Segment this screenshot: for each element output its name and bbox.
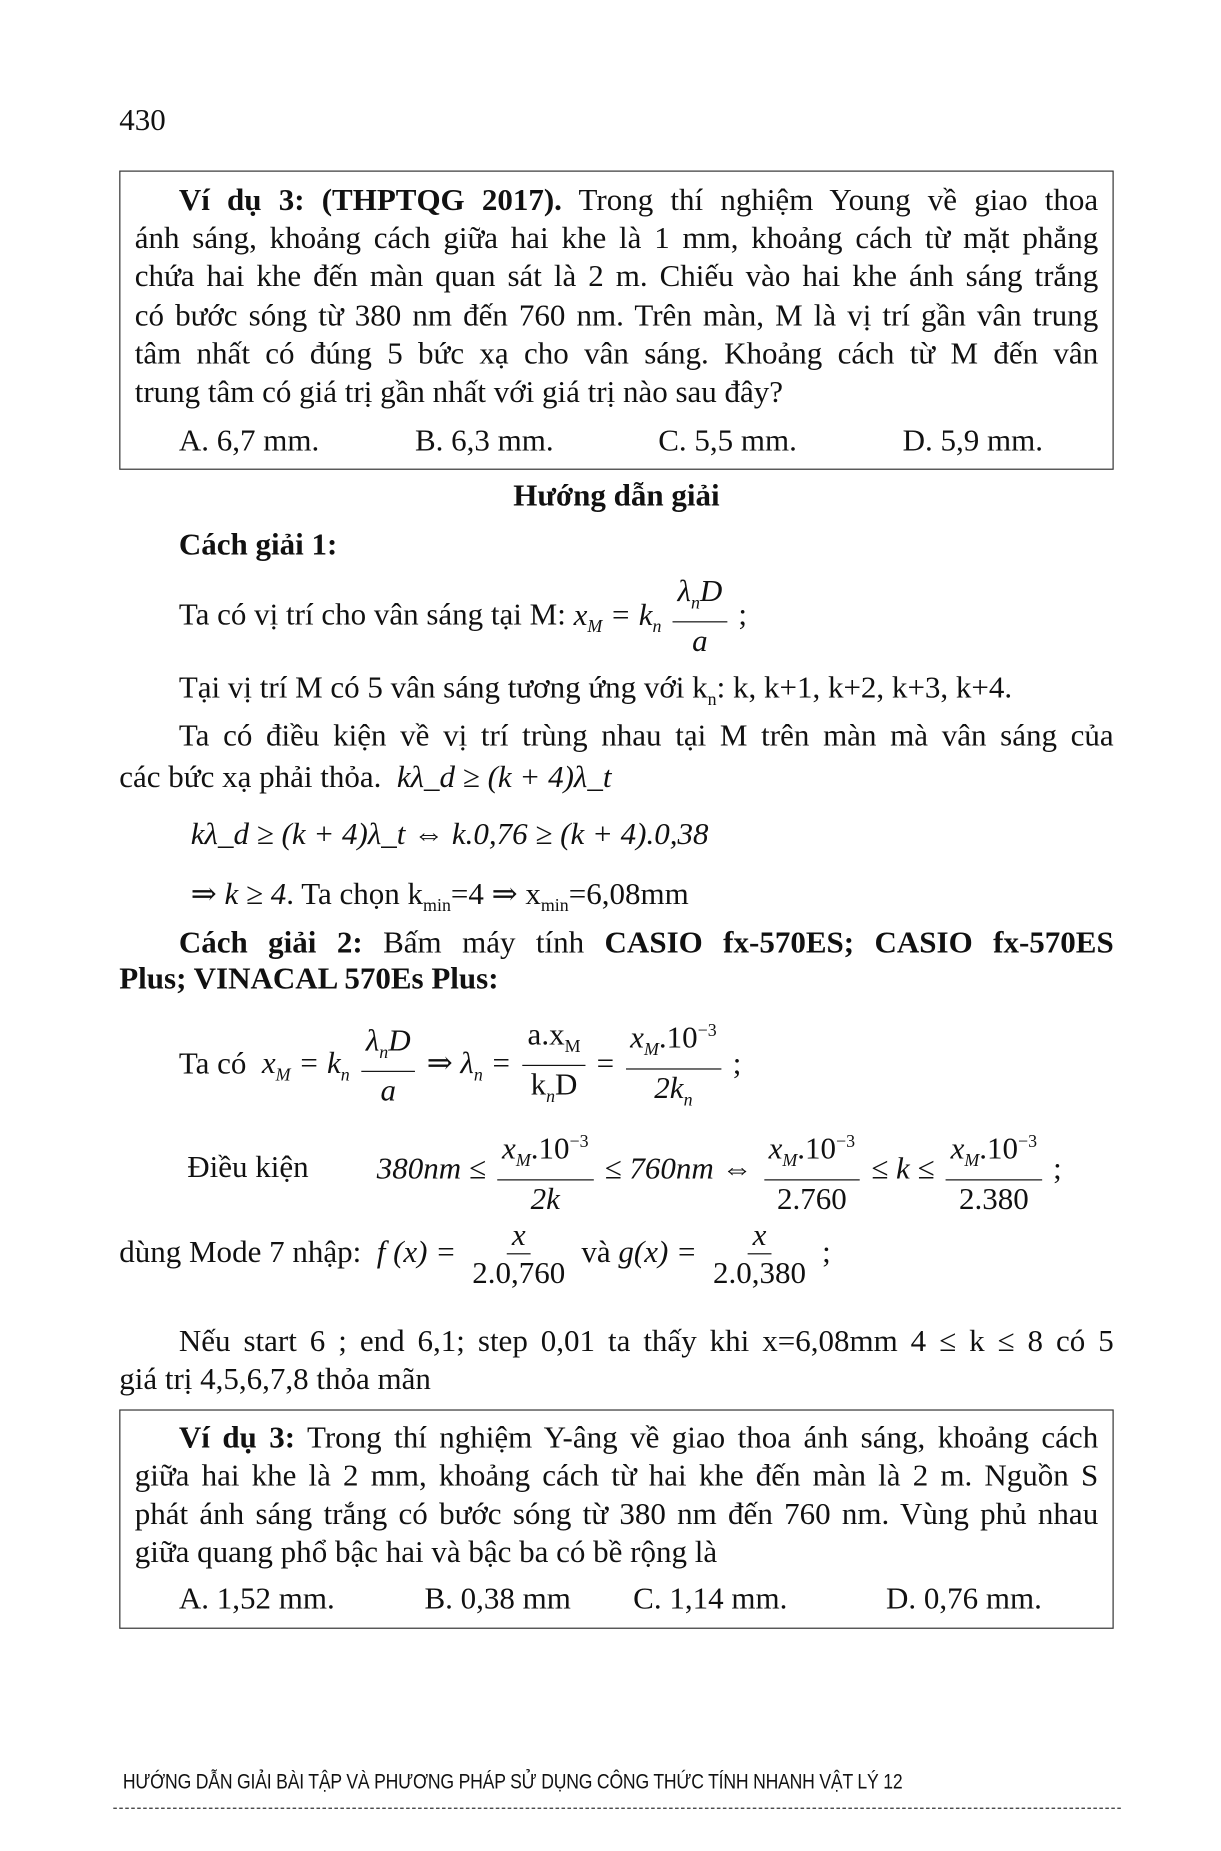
method-2-result-line-2: giá trị 4,5,6,7,8 thỏa mãn — [119, 1361, 431, 1397]
method-1-equation-1: Ta có vị trí cho vân sáng tại M: $x_M = k_n$ $\frac{\lambda_nD}{a}$ ; — [179, 574, 747, 661]
example-1-line: tâm nhất có đúng 5 bức xạ cho vân sáng. Khoảng cách từ M đến vân — [134, 336, 1099, 371]
example-2-line: giữa quang phổ bậc hai và bậc ba có bề rộng là — [134, 1534, 718, 1570]
solution-heading: Hướng dẫn giải — [513, 478, 720, 513]
option-c: C. 1,14 mm. — [633, 1581, 788, 1616]
example-2-line: Ví dụ 3: Trong thí nghiệm Y-âng về giao thoa ánh sáng, khoảng cách — [178, 1420, 1099, 1455]
option-d: D. 0,76 mm. — [885, 1581, 1042, 1616]
method-2-equation-1: Ta có $x_M = k_n$ $\frac{\lambda_nD}{a}$ ⇒ $\lambda_n$ = $\frac{a.x_M}{k_nD}$ = $\frac{x_M.10^{-3}}{2k_n}$ ; — [179, 1014, 742, 1120]
example-1-line: Ví dụ 3: (THPTQG 2017). Trong thí nghiệm Young về giao thoa — [178, 182, 1099, 218]
fraction: $\frac{\lambda_nD}{a}$ — [361, 1023, 415, 1110]
method-1-label: Cách giải 1: — [178, 527, 338, 562]
option-a: A. 1,52 mm. — [178, 1581, 335, 1616]
example-1-box — [119, 171, 1113, 470]
fraction: $\frac{x_M.10^{-3}}{2.760}$ — [764, 1124, 860, 1218]
method-1-line-2: Tại vị trí M có 5 vân sáng tương ứng với $k_n$: k, k+1, k+2, k+3, k+4. — [178, 670, 1013, 710]
example-1-label: Ví dụ 3: (THPTQG 2017). — [178, 182, 562, 218]
example-2-label: Ví dụ 3: — [178, 1420, 296, 1455]
method-2-mode-line: dùng Mode 7 nhập: f (x) = $\frac{x}{2.0,760}$ và g(x) = $\frac{x}{2.0,380}$ ; — [119, 1217, 831, 1292]
example-1-line: ánh sáng, khoảng cách giữa hai khe là 1 mm, khoảng cách từ mặt phẳng — [134, 220, 1099, 256]
method-1-line-3: Ta có điều kiện về vị trí trùng nhau tại M trên màn mà vân sáng của — [178, 717, 1114, 753]
fraction: $\frac{a.x_M}{k_nD}$ — [523, 1017, 585, 1116]
option-a: A. 6,7 mm. — [178, 423, 320, 458]
method-2-line-1: Cách giải 2: Bấm máy tính CASIO fx-570ES; CASIO fx-570ES — [178, 925, 1114, 960]
footer-divider — [113, 1808, 1121, 1809]
example-1-line: chứa hai khe đến màn quan sát là 2 m. Chiếu vào hai khe ánh sáng trắng — [134, 258, 1099, 294]
fraction: $\frac{x_M.10^{-3}}{2.380}$ — [946, 1124, 1042, 1218]
method-2-condition-label: Điều kiện — [187, 1149, 309, 1185]
condition-formula: kλ_d ≥ (k + 4)λ_t — [396, 759, 612, 795]
fraction: $\frac{x}{2.0,380}$ — [713, 1217, 807, 1291]
method-2-result-line-1: Nếu start 6 ; end 6,1; step 0,01 ta thấy khi x=6,08mm 4 ≤ k ≤ 8 có 5 — [178, 1323, 1114, 1359]
example-1-line: trung tâm có giá trị gần nhất với giá trị nào sau đây? — [134, 374, 784, 409]
method-1-line-4: các bức xạ phải thỏa. kλ_d ≥ (k + 4)λ_t — [119, 759, 612, 795]
fraction: $\frac{x}{2.0,760}$ — [472, 1217, 566, 1291]
method-1-equation-2: kλ_d ≥ (k + 4)λ_t ⇔ k.0,76 ≥ (k + 4).0,38 — [190, 816, 709, 852]
example-1-line: có bước sóng từ 380 nm đến 760 nm. Trên màn, M là vị trí gần vân trung — [134, 298, 1099, 333]
fraction: $\frac{x_M.10^{-3}}{2k}$ — [497, 1124, 593, 1218]
option-b: B. 0,38 mm — [424, 1581, 571, 1616]
fraction: $\frac{x_M.10^{-3}}{2k_n}$ — [625, 1014, 721, 1120]
fraction: $\frac{\lambda_nD}{a}$ — [673, 574, 727, 661]
option-c: C. 5,5 mm. — [658, 423, 797, 458]
example-2-line: phát ánh sáng trắng có bước sóng từ 380 nm đến 760 nm. Vùng phủ nhau — [134, 1496, 1099, 1532]
option-d: D. 5,9 mm. — [902, 423, 1044, 458]
example-2-box — [119, 1409, 1113, 1628]
page-number: 430 — [119, 102, 166, 138]
method-1-equation-3: ⇒ k ≥ 4. Ta chọn $k_{min}=4$ ⇒ $x_{min}=6,08mm$ — [190, 876, 689, 916]
method-2-line-2: Plus; VINACAL 570Es Plus: — [119, 961, 499, 996]
example-2-line: giữa hai khe là 2 mm, khoảng cách từ hai khe đến màn là 2 m. Nguồn S — [134, 1458, 1099, 1493]
footer-title: HƯỚNG DẪN GIẢI BÀI TẬP VÀ PHƯƠNG PHÁP SỬ DỤNG CÔNG THỨC TÍNH NHANH VẬT LÝ 12 — [122, 1769, 903, 1794]
method-2-condition: 380nm ≤ $\frac{x_M.10^{-3}}{2k}$ ≤ 760nm ⇔ $\frac{x_M.10^{-3}}{2.760}$ ≤ k ≤ $\frac{x_M.10^{-3}}{2.380}$ ; — [377, 1124, 1062, 1218]
option-b: B. 6,3 mm. — [414, 423, 554, 458]
